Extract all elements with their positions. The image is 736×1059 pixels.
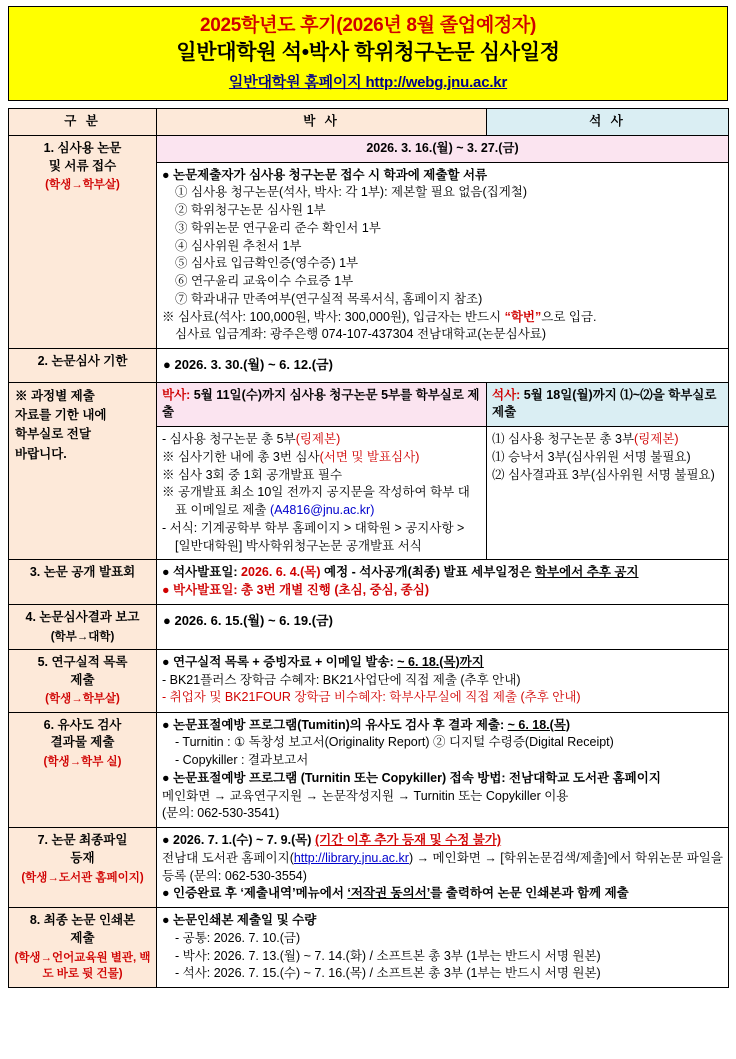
table-row <box>9 382 729 427</box>
table-row <box>9 712 729 828</box>
research-record-line: - 취업자 및 BK21FOUR 장학금 비수혜자: 학부사무실에 직접 제출 (추후 안내) <box>162 690 581 705</box>
row-label-text-2: 제출 <box>70 672 95 687</box>
result-report-value: ● 2026. 6. 15.(월) ~ 6. 19.(금) <box>157 604 729 649</box>
document-header <box>8 6 728 101</box>
column-header-ms: 석 사 <box>487 109 729 136</box>
doc-item: ⑤ 심사료 입금확인증(영수증) 1부 <box>175 256 359 271</box>
row-label-public-presentation: 3. 논문 공개 발표회 <box>9 560 157 605</box>
row-label-text-2: 등재 <box>70 850 95 865</box>
phd-presentation-line: ● 박사발표일: 총 3번 개별 진행 (초심, 중심, 종심) <box>162 583 429 597</box>
row-label-sub: (학부→대학) <box>50 630 115 643</box>
row-label-similarity-check <box>9 712 157 828</box>
research-record-line: ● 연구실적 목록 + 증빙자료 + 이메일 발송: ~ 6. 18.(목)까지 <box>162 654 484 669</box>
phd-detail: ※ 공개발표 최소 10일 전까지 공지문을 작성하여 학부 대표 이메일로 제출 (A4816@jnu.ac.kr) <box>162 485 470 517</box>
printed-copy-line: - 공통: 2026. 7. 10.(금) <box>175 930 301 945</box>
column-header-gubun: 구 분 <box>9 109 157 136</box>
final-file-line: 전남대 도서관 홈페이지(http://library.jnu.ac.kr) → 메인화면 → [학위논문검색/제출]에서 학위논문 파일을 등록 (문의: 062-530-3554) <box>162 850 723 883</box>
similarity-line: - Turnitin : ① 독창성 보고서(Originality Report) ② 디지털 수령증(Digital Receipt) <box>175 735 614 750</box>
library-link[interactable]: http://library.jnu.ac.kr <box>293 850 409 865</box>
doc-item: ⑦ 학과내규 만족여부(연구실적 목록서식, 홈페이지 참조) <box>175 291 483 306</box>
research-record-details <box>157 649 729 712</box>
row-label-text-2: 자료를 기한 내에 <box>15 407 107 422</box>
header-homepage-link[interactable]: 일반대학원 홈페이지 http://webg.jnu.ac.kr <box>228 74 508 92</box>
doc-item: ③ 학위논문 연구윤리 준수 확인서 1부 <box>175 220 381 235</box>
row-label-final-file <box>9 828 157 908</box>
similarity-line: (문의: 062-530-3541) <box>162 806 280 821</box>
schedule-table <box>8 108 729 988</box>
phd-submission-header: 박사: 5월 11일(수)까지 심사용 청구논문 5부를 학부실로 제출 <box>157 382 487 427</box>
phd-detail: ※ 심사기한 내에 총 3번 심사(서면 및 발표심사) <box>162 449 420 464</box>
table-row <box>9 604 729 649</box>
review-deadline-value: ● 2026. 3. 30.(월) ~ 6. 12.(금) <box>157 349 729 382</box>
row-label-text-3: 학부실로 전달 <box>15 427 91 442</box>
fee-account: 심사료 입금계좌: 광주은행 074-107-437304 전남대학교(논문심사료) <box>175 327 547 342</box>
doc-item: ⑥ 연구윤리 교육이수 수료증 1부 <box>175 274 354 289</box>
ms-detail: ⑴ 심사용 청구논문 총 3부(링제본) <box>492 432 679 446</box>
row-label-sub: (학생→학부살) <box>45 693 120 706</box>
row-label-text-2: 및 서류 접수 <box>48 158 117 173</box>
header-line-1: 2025학년도 후기(2026년 8월 졸업예정자) <box>199 15 537 36</box>
row-label-text: 5. 연구실적 목록 <box>37 654 128 669</box>
table-row <box>9 649 729 712</box>
phd-detail: - 서식: 기계공학부 학부 홈페이지 > 대학원 > 공지사항 > [일반대학원] 박사학위청구논문 공개발표 서식 <box>162 520 465 553</box>
row-label-text: 8. 최종 논문 인쇄본 <box>29 913 136 928</box>
submission-documents <box>157 162 729 349</box>
row-label-text: ※ 과정별 제출 <box>15 388 95 403</box>
final-file-line: ● 인증완료 후 ‘제출내역’메뉴에서 ‘저작권 동의서’를 출력하여 논문 인쇄본과 함께 제출 <box>162 886 629 901</box>
row-label-sub: (학생→학부 실) <box>43 756 122 769</box>
doc-list-title: ● 논문제출자가 심사용 청구논문 접수 시 학과에 제출할 서류 <box>162 167 488 182</box>
table-row <box>9 349 729 382</box>
row-label-review-deadline: 2. 논문심사 기한 <box>9 349 157 382</box>
printed-copy-details <box>157 908 729 988</box>
row-label-text: 7. 논문 최종파일 <box>37 833 128 848</box>
phd-detail: ※ 심사 3회 중 1회 공개발표 필수 <box>162 467 343 482</box>
ms-presentation-line: ● 석사발표일: 2026. 6. 4.(목) 예정 - 석사공개(최종) 발표 세부일정은 학부에서 추후 공지 <box>162 565 639 580</box>
ms-detail: ⑵ 심사결과표 3부(심사위원 서명 불필요) <box>492 467 715 482</box>
row-label-text-2: 결과물 제출 <box>50 735 115 750</box>
row-label-result-report <box>9 604 157 649</box>
similarity-line: ● 논문표절예방 프로그램 (Turnitin 또는 Copykiller) 접속 방법: 전남대학교 도서관 홈페이지 <box>162 770 661 785</box>
submission-period: 2026. 3. 16.(월) ~ 3. 27.(금) <box>157 135 729 162</box>
row-label-research-record <box>9 649 157 712</box>
row-label-text: 1. 심사용 논문 <box>43 140 122 155</box>
row-label-text: 6. 유사도 검사 <box>43 717 122 732</box>
phd-submission-details <box>157 427 487 560</box>
row-label-sub: (학생→학부살) <box>45 179 120 192</box>
row-label-course-submission <box>9 382 157 560</box>
ms-submission-header: 석사: 5월 18일(월)까지 ⑴~⑵을 학부실로 제출 <box>487 382 729 427</box>
similarity-check-details <box>157 712 729 828</box>
table-row <box>9 908 729 988</box>
phd-detail: - 심사용 청구논문 총 5부(링제본) <box>162 432 341 446</box>
public-presentation-details <box>157 560 729 605</box>
ms-presentation-date: 2026. 6. 4.(목) <box>241 565 321 580</box>
ms-tag: 석사: <box>492 387 521 402</box>
printed-copy-line: - 박사: 2026. 7. 13.(월) ~ 7. 14.(화) / 소프트본 총 3부 (1부는 반드시 서명 원본) <box>175 948 601 963</box>
header-line-2: 일반대학원 석•박사 학위청구논문 심사일정 <box>176 40 560 64</box>
row-label-text-2: 제출 <box>70 930 95 945</box>
final-file-details <box>157 828 729 908</box>
row-label-printed-copy <box>9 908 157 988</box>
doc-item: ② 학위청구논문 심사원 1부 <box>175 203 326 218</box>
research-record-line: - BK21플러스 장학금 수혜자: BK21사업단에 직접 제출 (추후 안내) <box>162 672 521 687</box>
doc-item: ① 심사용 청구논문(석사, 박사: 각 1부): 제본할 필요 없음(집게철) <box>175 185 528 200</box>
row-label-text-4: 바랍니다. <box>15 446 67 461</box>
similarity-line: - Copykiller : 결과보고서 <box>175 753 309 768</box>
ms-detail: ⑴ 승낙서 3부(심사위원 서명 불필요) <box>492 449 691 464</box>
ms-submission-details <box>487 427 729 560</box>
doc-item: ④ 심사위원 추천서 1부 <box>175 238 302 253</box>
table-row <box>9 828 729 908</box>
row-label-sub: (학생→언어교육원 별관, 백도 바로 뒷 건물) <box>14 951 151 980</box>
printed-copy-line: ● 논문인쇄본 제출일 및 수량 <box>162 913 317 928</box>
table-row <box>9 135 729 162</box>
similarity-line: ● 논문표절예방 프로그램(Tumitin)의 유사도 검사 후 결과 제출: ~ 6. 18.(목) <box>162 717 571 732</box>
row-label-sub: (학생→도서관 홈페이지) <box>21 871 144 884</box>
table-row <box>9 560 729 605</box>
final-file-line: ● 2026. 7. 1.(수) ~ 7. 9.(목) (기간 이후 추가 등재 및 수정 불가) <box>162 833 502 848</box>
table-header-row <box>9 109 729 136</box>
row-label-text: 4. 논문심사결과 보고 <box>25 609 140 624</box>
similarity-line: 메인화면 → 교육연구지원 → 논문작성지원 → Turnitin 또는 Copykiller 이용 <box>162 788 569 803</box>
row-label-submission <box>9 135 157 348</box>
column-header-phd: 박 사 <box>157 109 487 136</box>
phd-tag: 박사: <box>162 387 191 402</box>
printed-copy-line: - 석사: 2026. 7. 15.(수) ~ 7. 16.(목) / 소프트본 총 3부 (1부는 반드시 서명 원본) <box>175 966 601 981</box>
fee-note-emphasis: “학번” <box>504 309 542 324</box>
fee-note: ※ 심사료(석사: 100,000원, 박사: 300,000원), 입금자는 반드시 “학번”으로 입금. <box>162 309 597 324</box>
